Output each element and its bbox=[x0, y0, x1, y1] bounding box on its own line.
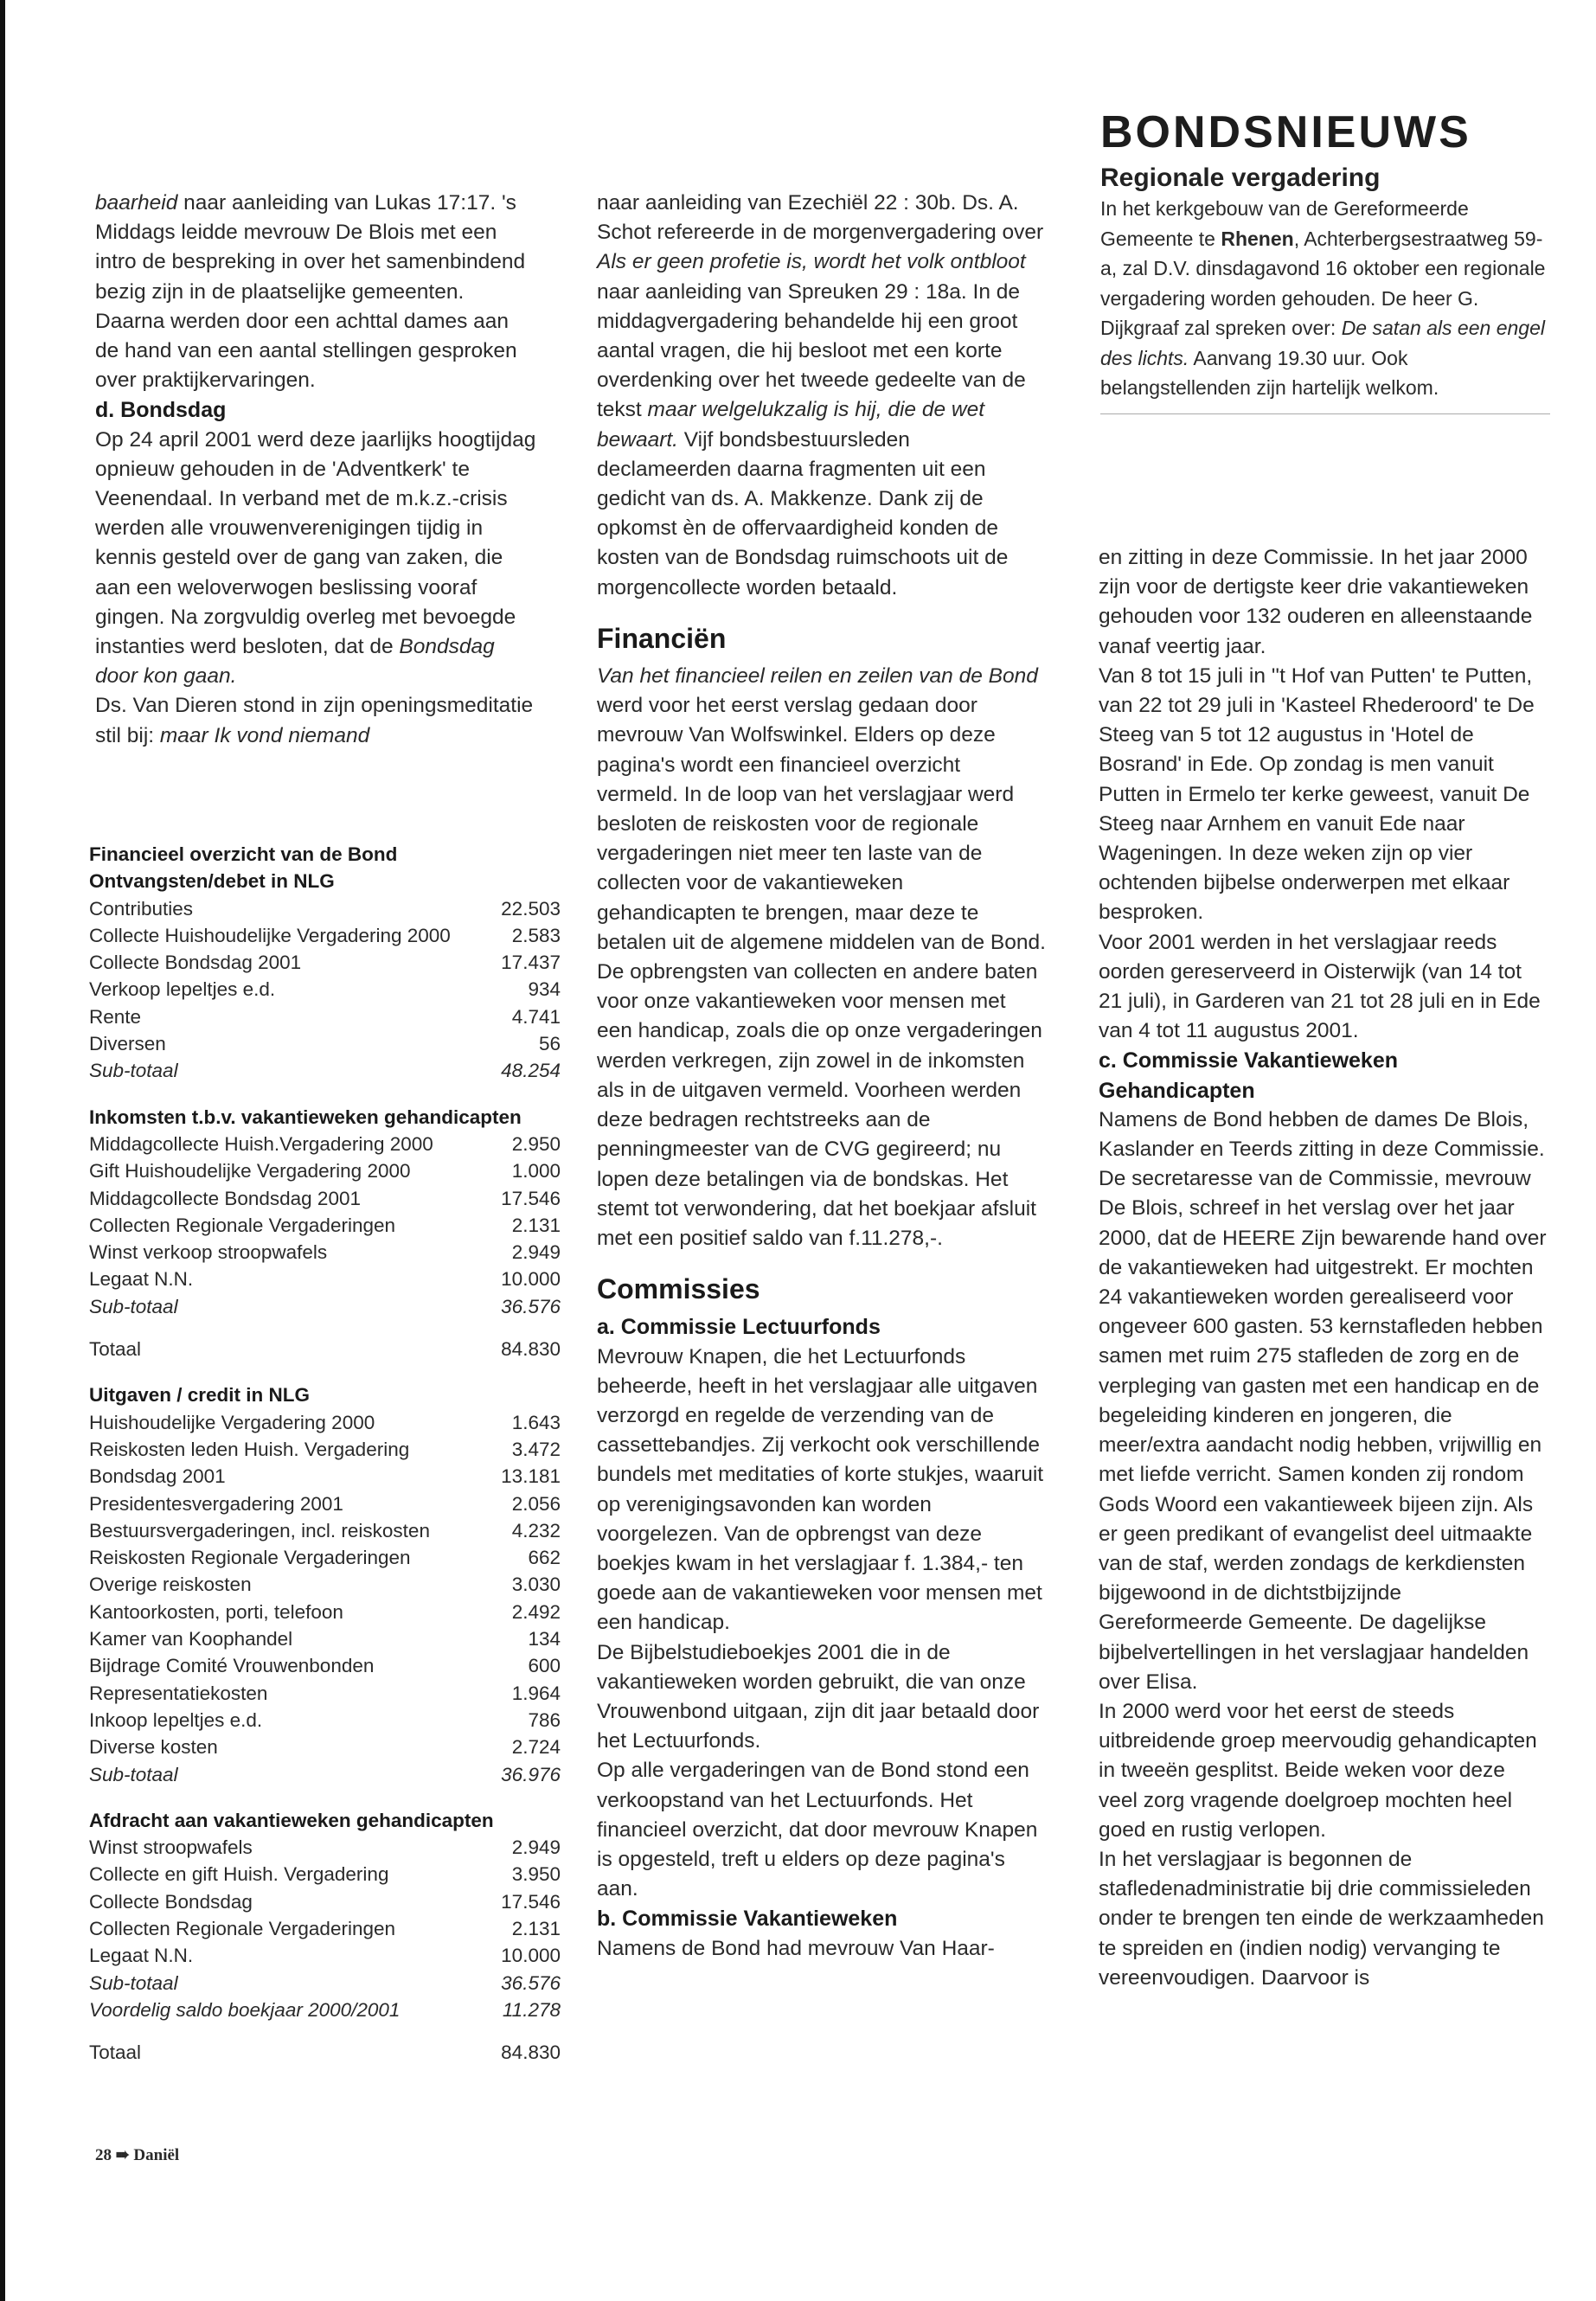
table-row bbox=[89, 1030, 561, 1057]
row-value: 2.583 bbox=[511, 924, 561, 946]
paragraph: en zitting in deze Commissie. In het jaar 2000 zijn voor de dertigste keer drie vakantieweken gehouden voor 132 ouderen en alleenstaande vanaf veertig jaar. bbox=[1099, 546, 1533, 658]
row-label: Huishoudelijke Vergadering 2000 bbox=[89, 1411, 375, 1433]
row-value: 48.254 bbox=[501, 1060, 561, 1082]
table-row bbox=[89, 1652, 561, 1679]
paragraph: Namens de Bond hebben de dames De Blois, Kaslander en Teerds zitting in deze Commissie. De secretaresse van de Commissie, mevrouw De Blois, schreef in het verslag over het jaar 2000, dat de HEERE Zijn bewarende hand over de vakantieweken had uitgestrekt. Er mochten 24 vakantieweken worden gerealiseerd voor ongeveer 600 gasten. 53 kernstafleden hebben samen met ruim 275 stafleden de zorg en de verpleging van gasten met een handicap en de begeleiding kinderen en jongeren, die meer/extra aandacht nodig hebben, vrijwillig en met liefde verricht. Samen konden zij rondom Gods Woord een vakantieweek bijeen zijn. Als er geen predikant of evangelist deel uitmaakte van de staf, werden zondags de kerkdiensten bijgewoond in de dichtstbijzijnde Gereformeerde Gemeente. De dagelijkse bijbelvertellingen in het verslagjaar handelden over Elisa. bbox=[1099, 1107, 1547, 1694]
row-label: Representatiekosten bbox=[89, 1682, 268, 1704]
table-row bbox=[89, 1436, 561, 1463]
paragraph: In het verslagjaar is begonnen de stafledenadministratie bij drie commissieleden onder te brengen ten einde de werkzaamheden te spreiden en (indien nodig) vervanging te vereenvoudigen. Daarvoor is bbox=[1099, 1847, 1544, 1990]
transfer-table bbox=[89, 1807, 561, 2067]
row-value: 17.546 bbox=[501, 1890, 561, 1913]
row-label: Legaat N.N. bbox=[89, 1945, 194, 1967]
row-label: Sub-totaal bbox=[89, 1295, 178, 1317]
financial-overview bbox=[89, 841, 561, 2085]
paragraph: De Bijbelstudieboekjes 2001 die in de vakantieweken worden gebruikt, die van onze Vrouwenbond uitgaan, zijn dit jaar betaald door het Lectuurfonds. bbox=[597, 1640, 1040, 1753]
row-label: Collecte Bondsdag bbox=[89, 1890, 253, 1913]
row-label: Collecten Regionale Vergaderingen bbox=[89, 1917, 396, 1939]
row-label: Collecte Huishoudelijke Vergadering 2000 bbox=[89, 924, 451, 946]
row-label: Gift Huishoudelijke Vergadering 2000 bbox=[89, 1160, 411, 1183]
row-value: 2.950 bbox=[511, 1132, 561, 1155]
row-label: Overige reiskosten bbox=[89, 1574, 252, 1596]
table-row bbox=[89, 1680, 561, 1707]
paragraph: baarheid naar aanleiding van Lukas 17:17. 's Middags leidde mevrouw De Blois met een intro de bespreking in over het samenbindend bezig zijn in de plaatselijke gemeenten. Daarna werden door een achttal dames aan de hand van een aantal stellingen gesproken over praktijkervaringen. bbox=[95, 191, 526, 393]
row-label: Collecte en gift Huish. Vergadering bbox=[89, 1863, 389, 1886]
row-label: Bondsdag 2001 bbox=[89, 1465, 226, 1488]
row-label: Verkoop lepeltjes e.d. bbox=[89, 978, 276, 1001]
row-value: 2.949 bbox=[511, 1241, 561, 1264]
table-row bbox=[89, 1463, 561, 1490]
row-value: 4.741 bbox=[511, 1005, 561, 1028]
row-value: 2.131 bbox=[511, 1214, 561, 1236]
left-edge-bar bbox=[0, 0, 5, 2301]
paragraph: Van het financieel reilen en zeilen van de Bond werd voor het eerst verslag gedaan door mevrouw Van Wolfswinkel. Elders op deze pagina's wordt een financieel overzicht vermeld. In de loop van het verslagjaar werd besloten de reiskosten voor de regionale vergaderingen niet meer ten laste van de collecten voor de vakantieweken gehandicapten te brengen, maar deze te betalen uit de algemene middelen van de Bond. De opbrengsten van collecten en andere baten voor onze vakantieweken voor mensen met een handicap, zoals die op onze vergaderingen werden verkregen, zijn zowel in de inkomsten als in de uitgaven vermeld. Voorheen werden deze bedragen rechtstreeks aan de penningmeester van de CVG gegireerd; nu lopen deze betalingen via de bondskas. Het stemt tot verwondering, dat het boekjaar afsluit met een positief saldo van f.11.278,-. bbox=[597, 664, 1046, 1250]
total-row: Totaal 84.830 bbox=[89, 1338, 561, 1361]
paragraph: Op 24 april 2001 werd deze jaarlijks hoogtijdag opnieuw gehouden in de 'Adventkerk' te Veenendaal. In verband met de m.k.z.-crisis werden alle vrouwenverenigingen tijdig in kennis gesteld over de gang van zaken, die aan een weloverwogen beslissing vooraf gingen. Na zorgvuldig overleg met bevoegde instanties werd besloten, dat de Bondsdag door kon gaan. bbox=[95, 427, 536, 689]
table-row bbox=[89, 1861, 561, 1888]
page-number: 28 bbox=[95, 2146, 112, 2164]
paragraph: Van 8 tot 15 juli in ''t Hof van Putten' te Putten, van 22 tot 29 juli in 'Kasteel Rhederoord' te De Steeg van 5 tot 12 augustus in 'Hotel de Bosrand' in Ede. Op zondag is men vanuit Putten in Ermelo ter kerke geweest, vanuit De Steeg naar Arnhem en vanuit Ede naar Wageningen. In deze weken zijn op vier ochtenden bijbelse onderwerpen met elkaar besproken. bbox=[1099, 663, 1535, 925]
row-label: Middagcollecte Bondsdag 2001 bbox=[89, 1187, 361, 1209]
row-value: 11.278 bbox=[502, 1998, 561, 2021]
row-label: Collecten Regionale Vergaderingen bbox=[89, 1214, 396, 1236]
paragraph: Mevrouw Knapen, die het Lectuurfonds beheerde, heeft in het verslagjaar alle uitgaven verzorgd en regelde de verzending van de cassettebandjes. Zij verkocht ook verschillende bundels met meditaties of korte stukjes, waaruit op verenigingsavonden kan worden voorgelezen. Van de opbrengst van deze boekjes kwam in het verslagjaar f. 1.384,- ten goede aan de vakantieweken voor mensen met een handicap. bbox=[597, 1344, 1044, 1635]
row-value: 1.643 bbox=[511, 1411, 561, 1433]
page-footer bbox=[95, 2145, 179, 2165]
row-label: Legaat N.N. bbox=[89, 1268, 194, 1291]
table-row bbox=[89, 1625, 561, 1652]
table-row bbox=[89, 1970, 561, 1997]
row-label: Inkoop lepeltjes e.d. bbox=[89, 1708, 263, 1731]
table-row bbox=[89, 1185, 561, 1212]
section-heading-commissies: Commissies bbox=[597, 1273, 760, 1305]
table-title: Uitgaven / credit in NLG bbox=[89, 1384, 311, 1407]
column-2 bbox=[597, 189, 1047, 1964]
row-label: Kantoorkosten, porti, telefoon bbox=[89, 1600, 343, 1623]
row-value: 600 bbox=[528, 1655, 561, 1677]
table-row bbox=[89, 1266, 561, 1292]
table-row bbox=[89, 1834, 561, 1861]
column-3 bbox=[1099, 543, 1548, 1993]
row-label: Voordelig saldo boekjaar 2000/2001 bbox=[89, 1998, 401, 2021]
row-value: 22.503 bbox=[501, 897, 561, 920]
row-value: 2.131 bbox=[511, 1917, 561, 1939]
row-value: 1.000 bbox=[511, 1160, 561, 1183]
row-label: Bestuursvergaderingen, incl. reiskosten bbox=[89, 1519, 430, 1541]
paragraph: In 2000 werd voor het eerst de steeds uitbreidende groep meervoudig gehandicapten in tweeën gesplitst. Beide weken voor deze veel zorg vragende doelgroep mochten heel goed en rustig verlopen. bbox=[1099, 1699, 1537, 1842]
subheading-lectuurfonds: a. Commissie Lectuurfonds bbox=[597, 1315, 881, 1340]
table-row bbox=[89, 1490, 561, 1517]
row-label: Reiskosten leden Huish. Vergadering bbox=[89, 1438, 410, 1460]
table-row bbox=[89, 1915, 561, 1942]
row-label: Collecte Bondsdag 2001 bbox=[89, 952, 302, 974]
row-value: 2.724 bbox=[511, 1736, 561, 1759]
table-row bbox=[89, 1293, 561, 1320]
table-row bbox=[89, 1544, 561, 1571]
row-value: 10.000 bbox=[501, 1268, 561, 1291]
table-row bbox=[89, 1212, 561, 1239]
row-value: 36.976 bbox=[501, 1763, 561, 1785]
table-row bbox=[89, 1571, 561, 1598]
table-row bbox=[89, 1888, 561, 1915]
table-row bbox=[89, 1131, 561, 1157]
subheading-vakantieweken: b. Commissie Vakantieweken bbox=[597, 1907, 898, 1932]
row-value: 2.492 bbox=[511, 1600, 561, 1623]
table-title: Afdracht aan vakantieweken gehandicapten bbox=[89, 1809, 494, 1831]
row-label: Diversen bbox=[89, 1033, 166, 1055]
paragraph: Op alle vergaderingen van de Bond stond een verkoopstand van het Lectuurfonds. Het financieel overzicht, dat door mevrouw Knapen is opgesteld, treft u elders op deze pagina's aan. bbox=[597, 1759, 1038, 1901]
table-row bbox=[89, 1734, 561, 1760]
row-value: 13.181 bbox=[501, 1465, 561, 1488]
expenses-table bbox=[89, 1381, 561, 1787]
subheading-bondsdag: d. Bondsdag bbox=[95, 398, 227, 423]
magazine-name: Daniël bbox=[133, 2146, 180, 2164]
row-label: Sub-totaal bbox=[89, 1060, 178, 1082]
subheading-gehandicapten: c. Commissie Vakantieweken bbox=[1099, 1048, 1399, 1074]
row-label: Diverse kosten bbox=[89, 1736, 218, 1759]
subheading-gehandicapten-2: Gehandicapten bbox=[1099, 1078, 1255, 1103]
row-value: 134 bbox=[528, 1628, 561, 1650]
row-value: 934 bbox=[528, 978, 561, 1001]
row-label: Winst verkoop stroopwafels bbox=[89, 1241, 328, 1264]
table-title: Inkomsten t.b.v. vakantieweken gehandicapten bbox=[89, 1106, 522, 1128]
row-label: Presidentesvergadering 2001 bbox=[89, 1492, 343, 1515]
row-value: 3.950 bbox=[511, 1863, 561, 1886]
table-row bbox=[89, 1157, 561, 1184]
row-label: Contributies bbox=[89, 897, 194, 920]
row-value: 3.472 bbox=[511, 1438, 561, 1460]
row-value: 786 bbox=[528, 1708, 561, 1731]
row-value: 17.437 bbox=[501, 952, 561, 974]
row-value: 36.576 bbox=[501, 1295, 561, 1317]
paragraph: naar aanleiding van Ezechiël 22 : 30b. Ds. A. Schot refereerde in de morgenvergadering over Als er geen profetie is, wordt het volk ontbloot naar aanleiding van Spreuken 29 : 18a. In de middagvergadering behandelde hij een groot aantal vragen, die hij besloot met een korte overdenking over het tweede gedeelte van de tekst maar welgelukzalig is hij, die de wet bewaart. Vijf bondsbestuursleden declameerden daarna fragmenten uit een gedicht van ds. A. Makkenze. Dank zij de opkomst èn de offervaardigheid konden de kosten van de Bondsdag ruimschoots uit de morgencollecte worden betaald. bbox=[597, 191, 1044, 599]
table-row bbox=[89, 1942, 561, 1969]
row-value: 10.000 bbox=[501, 1945, 561, 1967]
table-row bbox=[89, 1997, 561, 2023]
box-title: BONDSNIEUWS bbox=[1100, 107, 1471, 157]
table-row bbox=[89, 1517, 561, 1544]
table-row bbox=[89, 1761, 561, 1788]
table-row bbox=[89, 1599, 561, 1625]
bondsnieuws-box bbox=[1100, 107, 1550, 414]
table-row bbox=[89, 1409, 561, 1436]
row-label: Winst stroopwafels bbox=[89, 1836, 253, 1859]
row-label: Kamer van Koophandel bbox=[89, 1628, 293, 1650]
row-value: 36.576 bbox=[501, 1971, 561, 1994]
row-value: 3.030 bbox=[511, 1574, 561, 1596]
table-row bbox=[89, 1707, 561, 1734]
table-title: Financieel overzicht van de Bond bbox=[89, 843, 398, 865]
table-row bbox=[89, 1239, 561, 1266]
row-value: 4.232 bbox=[511, 1519, 561, 1541]
table-row bbox=[89, 922, 561, 949]
table-row bbox=[89, 949, 561, 976]
row-value: 2.949 bbox=[511, 1836, 561, 1859]
paragraph: Ds. Van Dieren stond in zijn openingsmeditatie stil bij: maar Ik vond niemand bbox=[95, 694, 534, 747]
box-subtitle: Regionale vergadering bbox=[1100, 163, 1381, 192]
table-row bbox=[89, 1057, 561, 1084]
income-vacation-table bbox=[89, 1104, 561, 1363]
paragraph: Voor 2001 werden in het verslagjaar reeds oorden gereserveerd in Oisterwijk (van 14 tot 21 juli), in Garderen van 21 tot 28 juli en in Ede van 4 tot 11 augustus 2001. bbox=[1099, 930, 1541, 1043]
row-label: Rente bbox=[89, 1005, 142, 1028]
row-label: Sub-totaal bbox=[89, 1971, 178, 1994]
row-value: 1.964 bbox=[511, 1682, 561, 1704]
table-row bbox=[89, 895, 561, 922]
row-label: Bijdrage Comité Vrouwenbonden bbox=[89, 1655, 375, 1677]
section-heading-financien: Financiën bbox=[597, 622, 727, 654]
row-label: Middagcollecte Huish.Vergadering 2000 bbox=[89, 1132, 433, 1155]
box-text: In het kerkgebouw van de Gereformeerde Gemeente te Rhenen, Achterbergsestraatweg 59-a, zal D.V. dinsdagavond 16 oktober een regionale vergadering worden gehouden. De heer G. Dijkgraaf zal spreken over: De satan als een engel des lichts. Aanvang 19.30 uur. Ook belangstellenden zijn hartelijk welkom. bbox=[1100, 197, 1546, 399]
column-1 bbox=[95, 189, 536, 751]
paragraph: Namens de Bond had mevrouw Van Haar- bbox=[597, 1936, 995, 1960]
row-value: 2.056 bbox=[511, 1492, 561, 1515]
total-row: Totaal 84.830 bbox=[89, 2041, 561, 2064]
row-value: 56 bbox=[538, 1033, 561, 1055]
row-label: Reiskosten Regionale Vergaderingen bbox=[89, 1547, 411, 1569]
row-value: 662 bbox=[528, 1547, 561, 1569]
arrow-icon: ➠ bbox=[115, 2146, 130, 2164]
table-row bbox=[89, 1003, 561, 1030]
row-label: Sub-totaal bbox=[89, 1763, 178, 1785]
table-subtitle: Ontvangsten/debet in NLG bbox=[89, 870, 335, 893]
row-value: 17.546 bbox=[501, 1187, 561, 1209]
income-table bbox=[89, 841, 561, 1085]
table-row bbox=[89, 976, 561, 1003]
